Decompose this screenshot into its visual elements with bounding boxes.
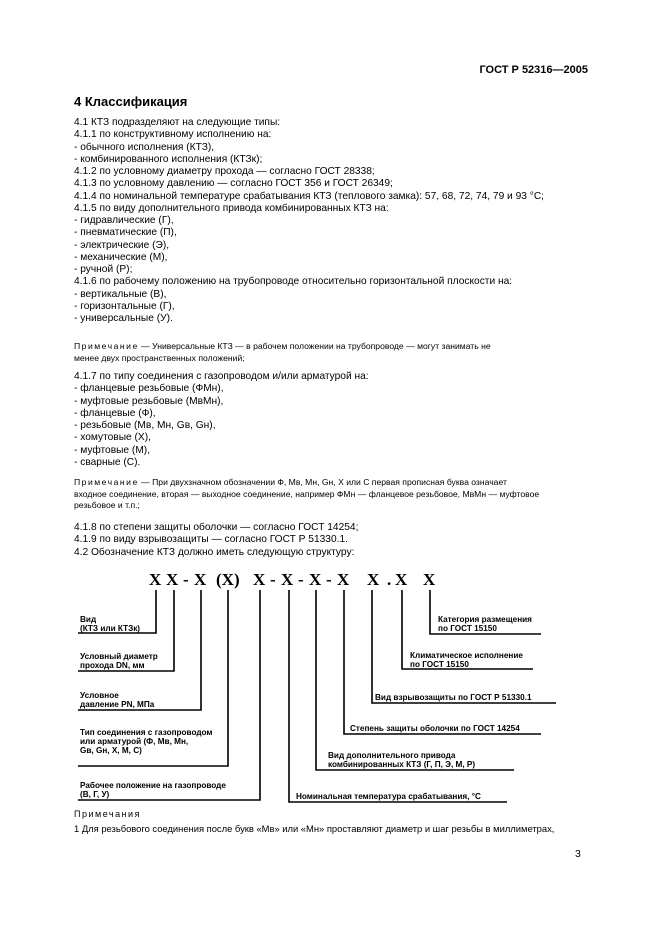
note-text: резьбовое и т.п.; [74, 500, 140, 510]
section-title: 4 Классификация [74, 94, 188, 109]
note-item: 1 Для резьбового соединения после букв «Мв» или «Мн» проставляют диаметр и шаг резьбы в миллиметрах, [74, 823, 555, 834]
label-climate: по ГОСТ 15150 [410, 660, 469, 669]
label-explosion: Вид взрывозащиты по ГОСТ Р 51330.1 [375, 693, 532, 702]
note-text: входное соединение, вторая — выходное соединение, например ФМн — фланцевое резьбовое, МвМн — муфтовое [74, 488, 540, 499]
note-text: — При двухзначном обозначении Ф, Мв, Мн, Gн, Х или С первая прописная буква означает [138, 477, 507, 487]
code-char: - [326, 570, 332, 589]
label-position: Рабочее положение на газопроводе [80, 781, 226, 790]
code-char: Х [367, 570, 380, 589]
left-labels [80, 615, 226, 799]
text-line: - сварные (С). [74, 456, 141, 468]
label-position: (В, Г, У) [80, 790, 110, 799]
code-char: Х [166, 570, 179, 589]
note-label: Примечание [74, 341, 139, 351]
label-diameter: Условный диаметр [80, 652, 158, 661]
label-connection: Gв, Gн, Х, М, С) [80, 746, 142, 755]
text-line: 4.1.4 по номинальной температуре срабатывания КТЗ (теплового замка): 57, 68, 72, 74, 79 и 93 °С; [74, 190, 545, 202]
label-climate: Климатическое исполнение [410, 651, 523, 660]
label-connection: Тип соединения с газопроводом [80, 728, 213, 737]
label-temperature: Номинальная температура срабатывания, °С [296, 792, 481, 801]
note-label: Примечание [74, 477, 139, 487]
text-line: 4.2 Обозначение КТЗ должно иметь следующую структуру: [74, 546, 355, 558]
code-char: . [387, 570, 392, 589]
notes-heading: Примечания [74, 809, 141, 819]
label-pressure: давление PN, МПа [80, 700, 155, 709]
connector-line [372, 590, 556, 703]
text-line: - обычного исполнения (КТЗ), [74, 141, 215, 153]
text-line: - ручной (Р); [74, 264, 133, 275]
text-line: 4.1.6 по рабочему положению на трубопроводе относительно горизонтальной плоскости на: [74, 276, 513, 288]
text-line: - комбинированного исполнения (КТЗк); [74, 153, 263, 165]
text-line: 4.1.9 по виду взрывозащиты — согласно ГОСТ Р 51330.1. [74, 534, 348, 546]
code-char: Х [194, 570, 207, 589]
label-kind: Вид [80, 615, 97, 624]
text-line: - фланцевые (Ф), [74, 407, 156, 419]
text-line: 4.1.5 по виду дополнительного привода комбинированных КТЗ на: [74, 202, 389, 214]
text-line: 4.1.3 по условному давлению — согласно ГОСТ 356 и ГОСТ 26349; [74, 178, 393, 190]
label-protection: Степень защиты оболочки по ГОСТ 14254 [350, 724, 520, 733]
note-text: менее двух пространственных положений; [74, 352, 245, 363]
text-line: 4.1 КТЗ подразделяют на следующие типы: [74, 117, 281, 128]
designation-code [149, 570, 436, 589]
label-diameter: прохода DN, мм [80, 661, 145, 670]
code-char: - [270, 570, 276, 589]
code-char: Х [337, 570, 350, 589]
label-placement: Категория размещения [438, 615, 532, 624]
text-line: - муфтовые (М), [74, 444, 151, 456]
text-line: - фланцевые резьбовые (ФМн), [74, 383, 224, 395]
text-line: - гидравлические (Г), [74, 215, 174, 226]
text-line: - механические (М), [74, 251, 168, 263]
code-char: Х [149, 570, 162, 589]
label-connection: или арматурой (Ф, Мв, Мн, [80, 737, 189, 746]
label-placement: по ГОСТ 15150 [438, 624, 497, 633]
right-labels [296, 615, 532, 801]
code-char: Х [281, 570, 294, 589]
text-line: - универсальные (У). [74, 313, 173, 324]
text-line: - муфтовые резьбовые (МвМн), [74, 395, 224, 407]
standard-number: ГОСТ Р 52316—2005 [479, 64, 588, 76]
label-pressure: Условное [80, 691, 119, 700]
code-char: - [298, 570, 304, 589]
text-line: 4.1.1 по конструктивному исполнению на: [74, 129, 272, 141]
text-line: - горизонтальные (Г), [74, 300, 175, 312]
code-char: (Х) [216, 570, 240, 589]
page-number: 3 [575, 848, 581, 860]
note-text: — Универсальные КТЗ — в рабочем положении на трубопроводе — могут занимать не [138, 341, 491, 351]
text-line: - вертикальные (В), [74, 288, 167, 300]
code-char: Х [395, 570, 408, 589]
label-drive: комбинированных КТЗ (Г, П, Э, М, Р) [328, 760, 476, 769]
code-char: Х [253, 570, 266, 589]
text-line: - электрические (Э), [74, 239, 170, 251]
code-char: Х [309, 570, 322, 589]
text-line: - пневматические (П), [74, 227, 177, 239]
label-drive: Вид дополнительного привода [328, 751, 456, 760]
code-char: - [183, 570, 189, 589]
text-line: 4.1.7 по типу соединения с газопроводом и/или арматурой на: [74, 371, 369, 382]
label-kind: (КТЗ или КТЗк) [80, 624, 141, 633]
text-line: - хомутовые (Х), [74, 432, 151, 444]
text-line: 4.1.2 по условному диаметру прохода — согласно ГОСТ 28338; [74, 166, 375, 177]
text-line: 4.1.8 по степени защиты оболочки — согласно ГОСТ 14254; [74, 522, 359, 533]
text-line: - резьбовые (Мв, Мн, Gв, Gн), [74, 420, 216, 431]
code-char: Х [423, 570, 436, 589]
